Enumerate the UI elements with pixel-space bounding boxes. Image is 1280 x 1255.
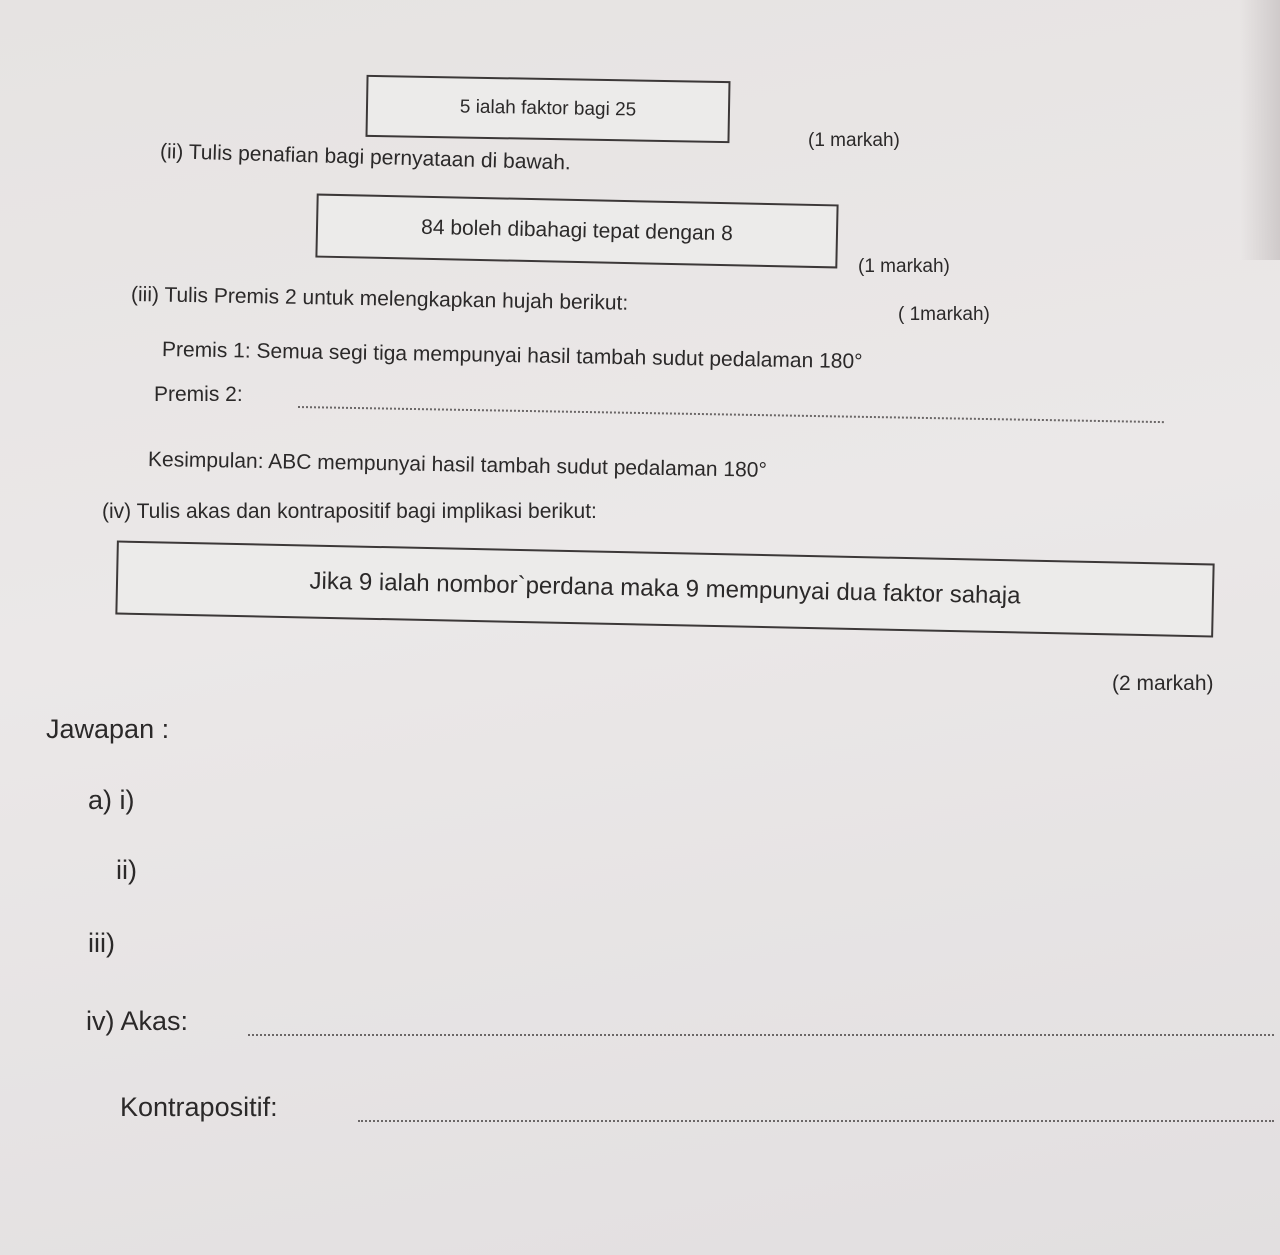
statement-box-iv [115,541,1214,638]
answer-iii-label: iii) [88,928,115,958]
question-ii-prompt: (ii) Tulis penafian bagi pernyataan di bawah. [159,140,572,175]
marks-iii: ( 1markah) [898,304,990,325]
statement-box-ii [315,194,838,269]
answer-heading: Jawapan : [46,714,170,744]
premis-2-answer-line [298,406,1164,423]
premis-1: Premis 1: Semua segi tiga mempunyai hasil tambah sudut pedalaman 180° [161,338,863,374]
page-edge [1240,0,1280,260]
question-iv-prompt: (iv) Tulis akas dan kontrapositif bagi implikasi berikut: [102,500,597,523]
statement-ii-text: 84 boleh dibahagi tepat dengan 8 [420,215,734,246]
premis-2-label: Premis 2: [154,383,243,406]
kontrapositif-answer-line [358,1120,1274,1122]
answer-akas-label: iv) Akas: [86,1006,189,1036]
akas-answer-line [248,1034,1274,1036]
marks-ii: (1 markah) [858,256,950,277]
marks-i: (1 markah) [808,130,900,151]
answer-ii-label: ii) [116,855,137,885]
question-iii-prompt: (iii) Tulis Premis 2 untuk melengkapkan hujah berikut: [130,283,629,315]
answer-a-i-label: a) i) [88,785,135,815]
answer-kontrapositif-label: Kontrapositif: [120,1092,278,1122]
statement-box-i [365,75,730,143]
statement-i-text: 5 ialah faktor bagi 25 [459,96,637,121]
marks-iv: (2 markah) [1112,672,1214,695]
kesimpulan: Kesimpulan: ABC mempunyai hasil tambah sudut pedalaman 180° [147,448,768,482]
statement-iv-text: Jika 9 ialah nombor`perdana maka 9 mempunyai dua faktor sahaja [309,567,1021,610]
